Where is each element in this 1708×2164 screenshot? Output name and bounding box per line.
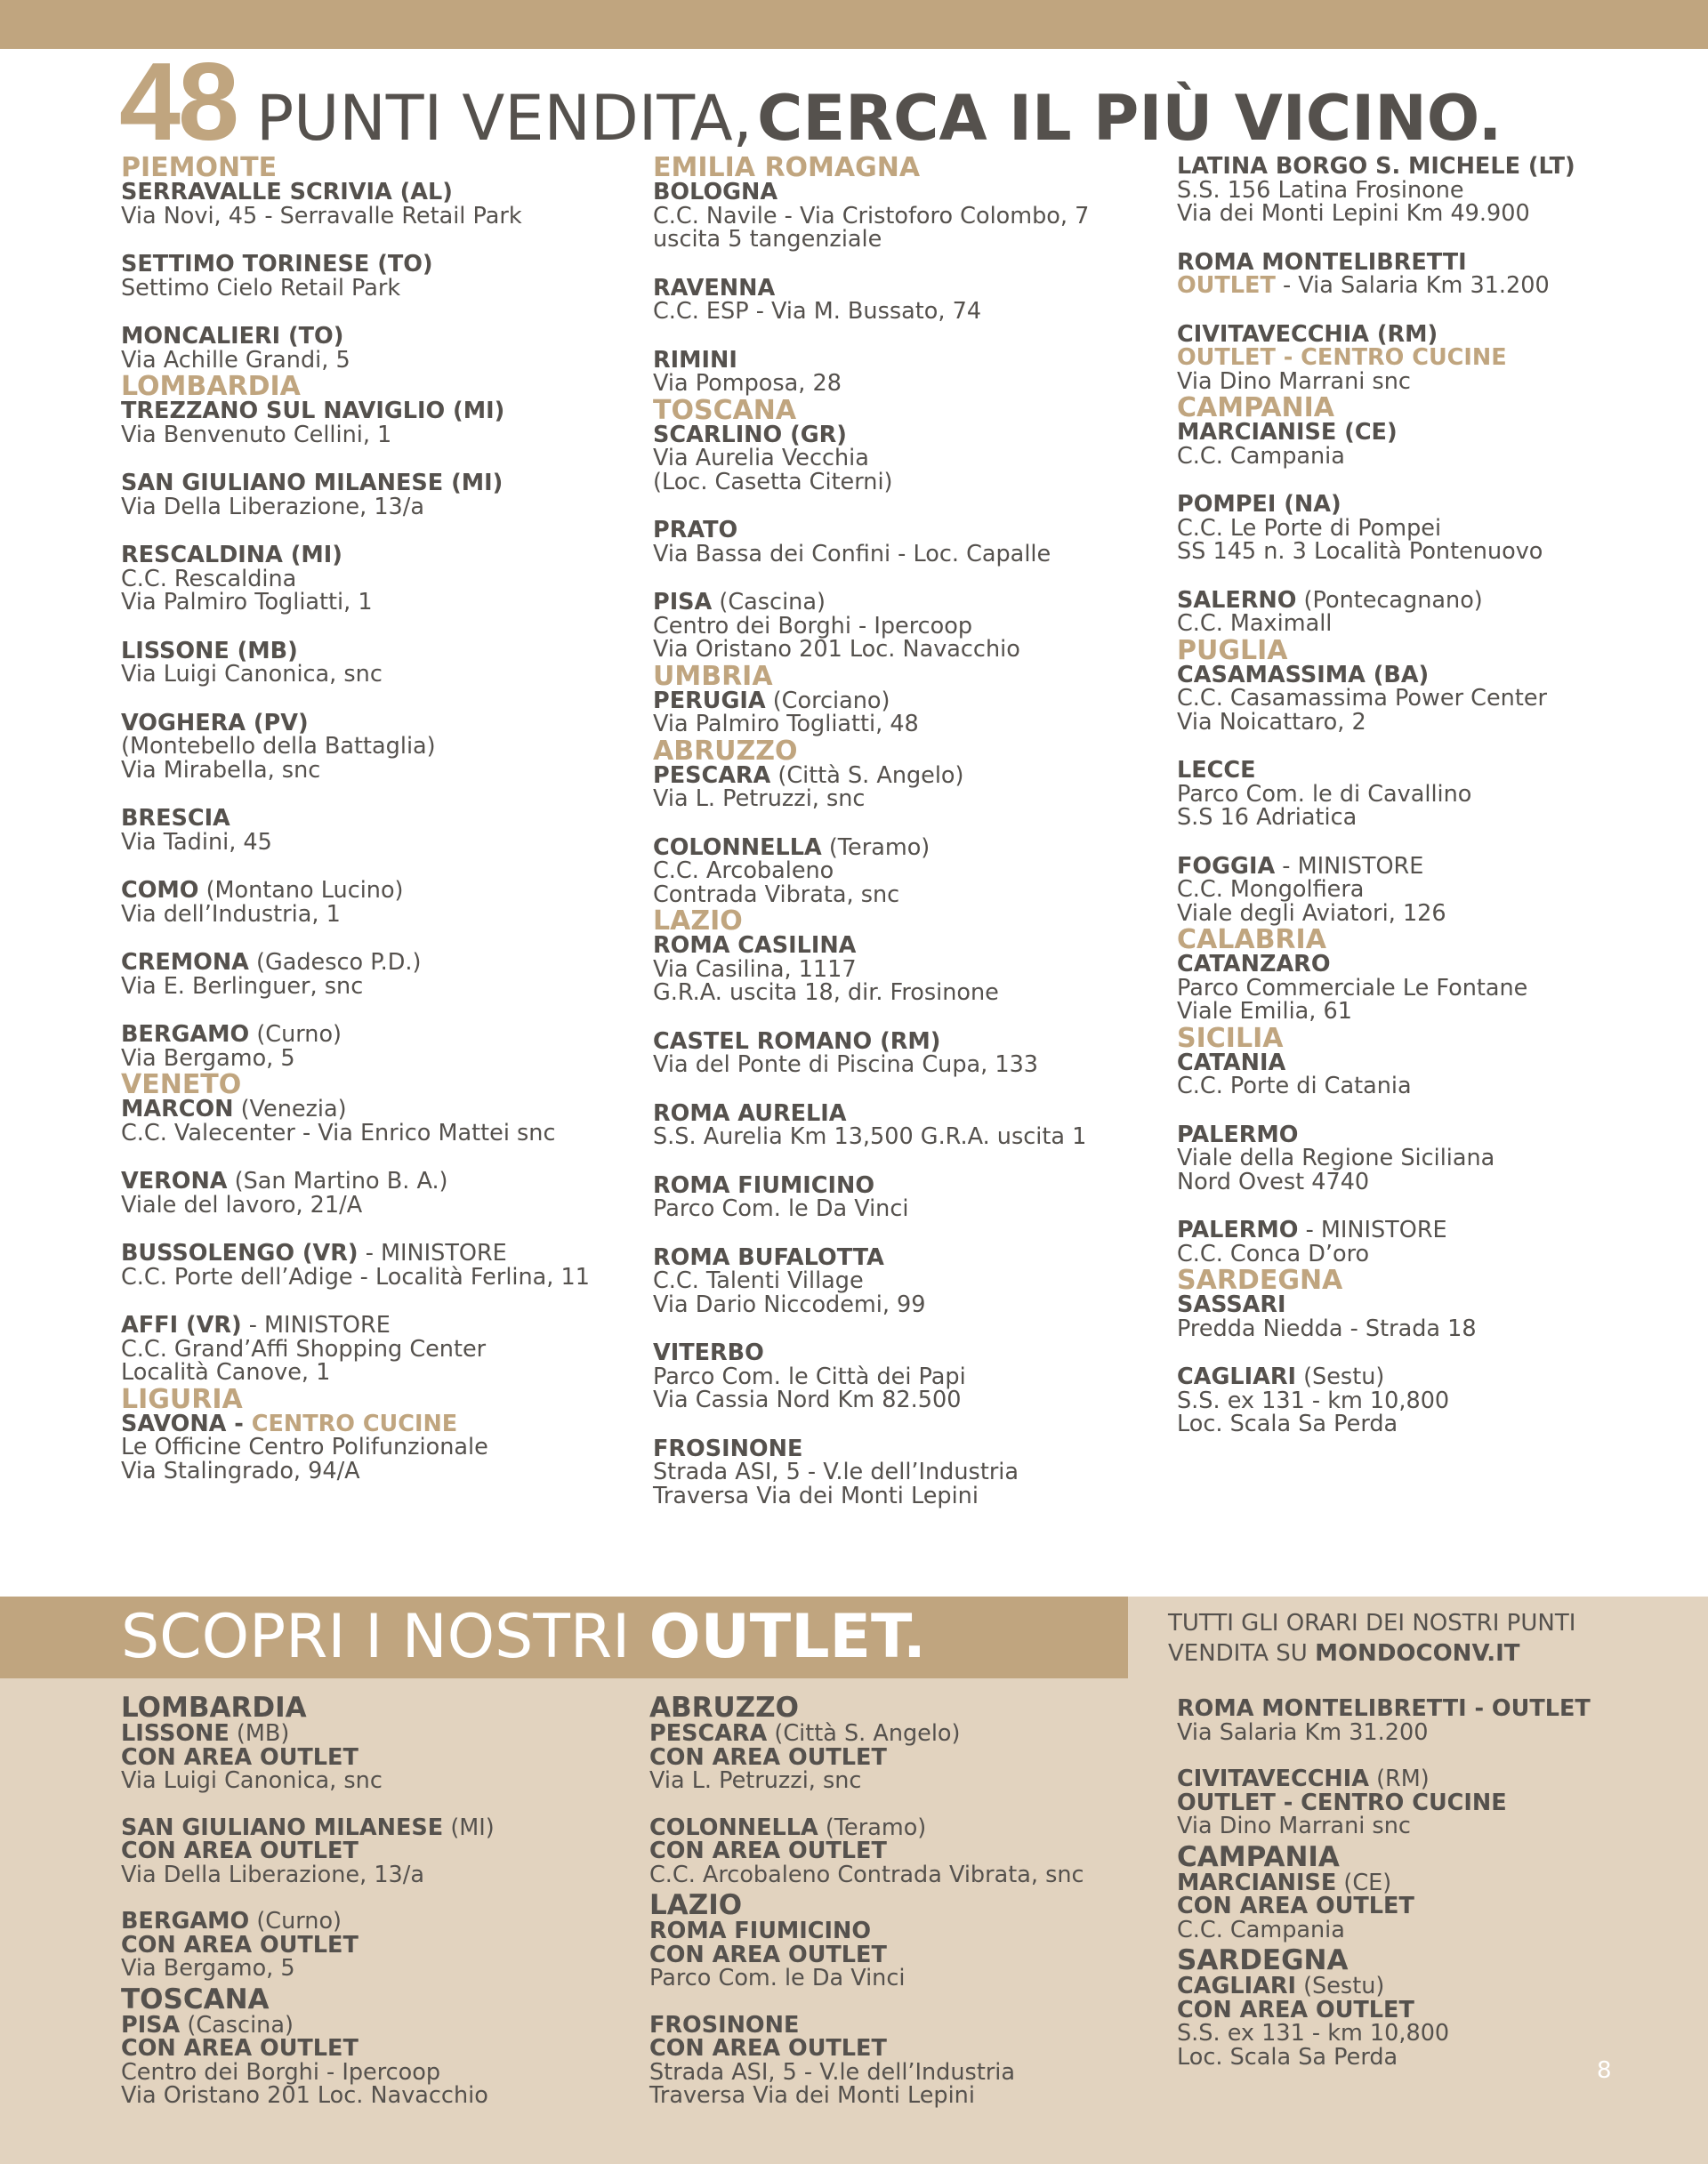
outlet-entry <box>121 1816 637 1887</box>
store-name: CASAMASSIMA (BA) <box>1177 661 1430 688</box>
store-entry <box>121 951 637 998</box>
store-address: Via Achille Grandi, 5 <box>121 346 350 374</box>
outlet-tag: OUTLET - CENTRO CUCINE <box>1177 344 1507 371</box>
store-entry <box>653 1437 1160 1508</box>
store-entry <box>653 346 1160 397</box>
store-name: CAGLIARI <box>1177 1973 1296 1999</box>
store-entry <box>653 1027 1160 1078</box>
store-name: ROMA FIUMICINO <box>649 1918 871 1944</box>
store-entry <box>121 1242 637 1289</box>
outlet-area-label: CON AREA OUTLET <box>649 1941 887 1968</box>
store-name: FOGGIA <box>1177 852 1276 880</box>
outlet-area-label: CON AREA OUTLET <box>1177 1996 1414 2023</box>
store-name: ROMA MONTELIBRETTI <box>1177 248 1467 276</box>
outlet-tag: OUTLET - CENTRO CUCINE <box>1177 1789 1507 1816</box>
store-name: LISSONE <box>121 1720 230 1747</box>
store-address: Via Novi, 45 - Serravalle Retail Park <box>121 202 522 229</box>
store-address: Via E. Berlinguer, snc <box>121 972 364 1000</box>
store-locality: (CE) <box>1343 1869 1392 1896</box>
store-entry <box>653 519 1160 566</box>
store-name: ROMA AURELIA <box>653 1099 847 1127</box>
outlet-area-label: CON AREA OUTLET <box>649 1743 887 1771</box>
store-address: C.C. Casamassima Power Center <box>1177 685 1547 712</box>
store-address: S.S 16 Adriatica <box>1177 804 1358 831</box>
store-name: MARCON <box>121 1096 234 1122</box>
store-address: Nord Ovest 4740 <box>1177 1168 1370 1195</box>
store-name: FROSINONE <box>653 1435 803 1462</box>
store-name: BUSSOLENGO (VR) <box>121 1240 359 1267</box>
store-name: ROMA BUFALOTTA <box>653 1243 884 1271</box>
store-entry <box>1177 1051 1684 1098</box>
region-heading: LOMBARDIA <box>121 371 301 402</box>
store-entry <box>1177 661 1684 736</box>
store-address: Contrada Vibrata, snc <box>653 881 900 908</box>
store-address: Via Della Liberazione, 13/a <box>121 493 425 520</box>
store-address: Via Palmiro Togliatti, 1 <box>121 589 373 615</box>
store-address: S.S. ex 131 - km 10,800 <box>1177 2020 1450 2047</box>
store-address: Via Luigi Canonica, snc <box>121 1767 383 1794</box>
store-entry <box>121 879 637 926</box>
store-address: Via L. Petruzzi, snc <box>649 1767 862 1794</box>
store-address: Via dell’Industria, 1 <box>121 900 341 928</box>
region-heading: PUGLIA <box>1177 634 1288 666</box>
store-address: Parco Com. le Da Vinci <box>649 1965 906 1991</box>
store-address: Centro dei Borghi - Ipercoop <box>121 2058 441 2086</box>
store-type: - MINISTORE <box>365 1240 507 1267</box>
store-entry <box>653 423 1160 495</box>
opening-hours-note <box>1168 1608 1666 1669</box>
store-entry <box>121 807 637 854</box>
store-entry <box>1177 1365 1684 1436</box>
store-name: PISA <box>653 589 713 615</box>
outlet-title-bold: OUTLET. <box>649 1602 926 1672</box>
separator: - <box>226 1410 252 1437</box>
store-name: CAGLIARI <box>1177 1364 1296 1390</box>
store-name: RAVENNA <box>653 274 776 302</box>
store-address: Via Bergamo, 5 <box>121 1955 295 1982</box>
store-address: Via Bergamo, 5 <box>121 1044 295 1072</box>
store-address: Strada ASI, 5 - V.le dell’Industria <box>653 1459 1019 1485</box>
store-name: CATANZARO <box>1177 951 1331 977</box>
store-address: C.C. Valecenter - Via Enrico Mattei snc <box>121 1119 556 1146</box>
store-name: COLONNELLA <box>653 833 822 861</box>
page-title <box>119 39 1503 164</box>
store-entry <box>121 543 637 615</box>
store-address: Via Dino Marrani snc <box>1177 1813 1411 1839</box>
store-address: C.C. Porte di Catania <box>1177 1073 1412 1099</box>
store-name: CREMONA <box>121 949 249 976</box>
store-address: Predda Niedda - Strada 18 <box>1177 1315 1477 1342</box>
store-address: C.C. Rescaldina <box>121 565 297 592</box>
store-name: RESCALDINA (MI) <box>121 542 342 568</box>
store-name: CASTEL ROMANO (RM) <box>653 1027 941 1055</box>
region-heading: CAMPANIA <box>1177 392 1335 423</box>
store-entry <box>121 1314 637 1385</box>
store-entry <box>121 181 637 228</box>
store-name: SETTIMO TORINESE (TO) <box>121 251 433 278</box>
store-entry <box>1177 759 1684 830</box>
store-address: C.C. Le Porte di Pompei <box>1177 514 1442 542</box>
store-entry <box>653 1171 1160 1222</box>
store-address: Via Oristano 201 Loc. Navacchio <box>653 636 1020 663</box>
store-locality: (Curno) <box>256 1908 342 1935</box>
store-address: C.C. Mongolfiera <box>1177 876 1365 903</box>
store-address: Viale Emilia, 61 <box>1177 998 1352 1025</box>
store-column-3 <box>1177 155 1684 1438</box>
title-light: PUNTI VENDITA, <box>255 82 753 155</box>
region-heading: TOSCANA <box>121 1983 270 2015</box>
region-heading: ABRUZZO <box>649 1692 799 1724</box>
store-name: PISA <box>121 2011 181 2039</box>
store-locality: (Città S. Angelo) <box>777 761 964 789</box>
store-name: SERRAVALLE SCRIVIA (AL) <box>121 179 453 205</box>
store-name: PALERMO <box>1177 1121 1299 1148</box>
store-address: Traversa Via dei Monti Lepini <box>653 1482 979 1509</box>
outlet-area-label: CON AREA OUTLET <box>1177 1893 1414 1919</box>
store-name: PESCARA <box>653 761 771 789</box>
outlet-entry <box>649 2011 1165 2109</box>
store-address: Le Officine Centro Polifunzionale <box>121 1434 488 1460</box>
store-entry <box>121 1023 637 1070</box>
store-name: RIMINI <box>653 346 737 374</box>
outlet-entry <box>121 2011 637 2109</box>
store-entry <box>121 471 637 519</box>
store-name: PALERMO <box>1177 1217 1299 1243</box>
store-name: VOGHERA (PV) <box>121 709 309 736</box>
store-entry <box>653 833 1160 908</box>
outlet-area-label: CON AREA OUTLET <box>121 1743 359 1771</box>
outlet-entry <box>121 1722 637 1793</box>
store-name: TREZZANO SUL NAVIGLIO (MI) <box>121 398 505 424</box>
outlet-entry <box>649 1919 1165 1991</box>
page-number: 8 <box>1597 2057 1612 2084</box>
store-name: LATINA BORGO S. MICHELE (LT) <box>1177 153 1575 180</box>
store-address: C.C. Grand’Affi Shopping Center <box>121 1335 487 1363</box>
outlet-title <box>121 1602 926 1672</box>
store-name: CATANIA <box>1177 1049 1286 1076</box>
outlet-entry <box>121 1910 637 1981</box>
store-entry <box>1177 248 1684 299</box>
region-heading: TOSCANA <box>653 394 797 426</box>
store-address: Strada ASI, 5 - V.le dell’Industria <box>649 2058 1016 2086</box>
outlet-entry <box>1177 1871 1684 1943</box>
store-name: BOLOGNA <box>653 179 778 205</box>
store-name: FROSINONE <box>649 2011 800 2039</box>
store-locality: (Pontecagnano) <box>1303 586 1483 614</box>
store-address: Parco Com. le di Cavallino <box>1177 780 1472 808</box>
store-locality: (Teramo) <box>828 833 931 861</box>
store-address: Via Cassia Nord Km 82.500 <box>653 1387 962 1413</box>
store-locality: (Venezia) <box>240 1096 347 1122</box>
store-entry <box>1177 586 1684 637</box>
store-address: (Loc. Casetta Citerni) <box>653 468 893 495</box>
store-type: - MINISTORE <box>248 1312 391 1339</box>
region-heading: SARDEGNA <box>1177 1944 1349 1976</box>
title-bold: CERCA IL PIÙ VICINO. <box>756 82 1503 155</box>
store-name: BERGAMO <box>121 1908 250 1935</box>
store-address: Settimo Cielo Retail Park <box>121 274 401 302</box>
store-name: ROMA MONTELIBRETTI - OUTLET <box>1177 1695 1591 1722</box>
store-entry <box>653 1243 1160 1318</box>
region-heading: UMBRIA <box>653 660 773 692</box>
store-name: VITERBO <box>653 1339 764 1366</box>
store-entry <box>121 709 637 784</box>
store-locality: (Sestu) <box>1303 1973 1385 1999</box>
store-name: COLONNELLA <box>649 1814 818 1841</box>
hours-prefix: VENDITA SU <box>1168 1640 1316 1667</box>
store-locality: (Sestu) <box>1303 1364 1385 1390</box>
store-name: LISSONE (MB) <box>121 637 298 664</box>
store-name: MARCIANISE (CE) <box>1177 419 1398 446</box>
store-column-2 <box>653 153 1160 1509</box>
store-entry <box>1177 1219 1684 1266</box>
store-address: Viale della Regione Siciliana <box>1177 1145 1495 1171</box>
store-locality: (Curno) <box>256 1021 342 1048</box>
store-address: Via Bassa dei Confini - Loc. Capalle <box>653 540 1051 567</box>
store-address: Via L. Petruzzi, snc <box>653 785 866 812</box>
store-address: Via Benvenuto Cellini, 1 <box>121 421 392 448</box>
store-address: Loc. Scala Sa Perda <box>1177 1411 1398 1437</box>
store-column-1 <box>121 153 637 1508</box>
store-name: CIVITAVECCHIA <box>1177 1766 1369 1792</box>
store-name: LECCE <box>1177 757 1256 784</box>
store-address: Via Salaria Km 31.200 <box>1177 1718 1429 1746</box>
store-entry <box>121 637 637 688</box>
region-heading: LOMBARDIA <box>121 1692 307 1724</box>
outlet-entry <box>1177 1697 1684 1744</box>
outlet-area-label: CON AREA OUTLET <box>649 2035 887 2062</box>
store-locality: (Teramo) <box>825 1814 927 1841</box>
store-locality: (Cascina) <box>719 589 826 615</box>
outlet-title-light: SCOPRI I NOSTRI <box>121 1602 649 1672</box>
store-entry <box>653 1341 1160 1412</box>
store-address: Via Noicattaro, 2 <box>1177 708 1366 736</box>
store-name: AFFI (VR) <box>121 1312 242 1339</box>
store-count: 48 <box>119 41 237 164</box>
outlet-area-label: CON AREA OUTLET <box>121 1931 359 1959</box>
store-name: SAVONA <box>121 1410 227 1437</box>
store-address: Via Mirabella, snc <box>121 756 321 784</box>
store-locality: (MI) <box>450 1814 495 1841</box>
store-name: SAN GIULIANO MILANESE (MI) <box>121 470 504 496</box>
store-address: C.C. Conca D’oro <box>1177 1240 1370 1267</box>
store-address: uscita 5 tangenziale <box>653 226 882 253</box>
outlet-tag: OUTLET <box>1177 272 1276 299</box>
outlet-entry <box>1177 1767 1684 1838</box>
store-entry <box>653 934 1160 1005</box>
store-address: Via Dino Marrani snc <box>1177 367 1411 395</box>
store-entry <box>1177 1293 1684 1340</box>
store-type: - MINISTORE <box>1282 852 1424 880</box>
outlet-column-1 <box>121 1694 637 2131</box>
outlet-entry <box>1177 1975 1684 2069</box>
store-address: Viale del lavoro, 21/A <box>121 1191 363 1219</box>
store-entry <box>121 1412 637 1484</box>
store-entry <box>653 181 1160 252</box>
store-address: Parco Com. le Città dei Papi <box>653 1363 966 1390</box>
store-name: SCARLINO (GR) <box>653 421 847 448</box>
store-name: BRESCIA <box>121 805 230 832</box>
store-address: C.C. ESP - Via M. Bussato, 74 <box>653 298 982 325</box>
store-name: COMO <box>121 877 199 904</box>
store-address: Viale degli Aviatori, 126 <box>1177 899 1446 927</box>
store-locality: (RM) <box>1376 1766 1430 1792</box>
store-entry <box>121 1170 637 1217</box>
region-heading: SARDEGNA <box>1177 1265 1343 1296</box>
store-locality: (San Martino B. A.) <box>234 1168 448 1195</box>
store-address: C.C. Campania <box>1177 1916 1345 1943</box>
store-address: Parco Commerciale Le Fontane <box>1177 974 1528 1002</box>
outlet-column-3 <box>1177 1697 1684 2092</box>
outlet-area-label: CON AREA OUTLET <box>649 1838 887 1864</box>
region-heading: EMILIA ROMAGNA <box>653 152 921 183</box>
store-entry <box>653 1099 1160 1150</box>
store-name: PESCARA <box>649 1720 768 1747</box>
store-entry <box>121 399 637 446</box>
store-entry <box>1177 421 1684 468</box>
store-entry <box>121 253 637 300</box>
region-heading: LAZIO <box>653 905 743 937</box>
store-address: Via Oristano 201 Loc. Navacchio <box>121 2082 488 2109</box>
region-heading: CALABRIA <box>1177 924 1326 955</box>
store-address: C.C. Campania <box>1177 442 1345 470</box>
store-name: SALERNO <box>1177 586 1297 614</box>
store-address: C.C. Navile - Via Cristoforo Colombo, 7 <box>653 202 1090 229</box>
store-entry <box>653 689 1160 736</box>
store-address: G.R.A. uscita 18, dir. Frosinone <box>653 979 999 1006</box>
store-address: (Montebello della Battaglia) <box>121 733 436 760</box>
store-address: Via dei Monti Lepini Km 49.900 <box>1177 200 1530 227</box>
store-entry <box>121 1098 637 1145</box>
store-name: VERONA <box>121 1168 228 1195</box>
store-locality: (Gadesco P.D.) <box>256 949 422 976</box>
store-locality: (Corciano) <box>772 687 890 714</box>
store-entry <box>1177 1123 1684 1195</box>
store-entry <box>121 325 637 372</box>
store-address: Loc. Scala Sa Perda <box>1177 2043 1398 2071</box>
store-name: MONCALIERI (TO) <box>121 323 344 350</box>
store-address: C.C. Arcobaleno <box>653 857 834 884</box>
store-address: C.C. Porte dell’Adige - Località Ferlina, 11 <box>121 1263 590 1291</box>
store-address: Via Stalingrado, 94/A <box>121 1457 360 1484</box>
store-type: - MINISTORE <box>1305 1217 1447 1243</box>
outlet-entry <box>649 1816 1165 1887</box>
store-name: ROMA FIUMICINO <box>653 1171 874 1199</box>
store-name: MARCIANISE <box>1177 1869 1337 1896</box>
store-name: PRATO <box>653 517 738 543</box>
region-heading: PIEMONTE <box>121 152 278 183</box>
outlet-area-label: CON AREA OUTLET <box>121 2035 359 2062</box>
store-type: CENTRO CUCINE <box>251 1410 458 1437</box>
store-entry <box>1177 320 1684 395</box>
store-address: Via Casilina, 1117 <box>653 955 857 983</box>
store-name: SAN GIULIANO MILANESE <box>121 1814 444 1841</box>
region-heading: LIGURIA <box>121 1383 243 1415</box>
store-entry <box>1177 953 1684 1024</box>
store-address: Parco Com. le Da Vinci <box>653 1195 909 1222</box>
region-heading: LAZIO <box>649 1889 743 1921</box>
store-locality: (Montano Lucino) <box>205 877 404 904</box>
store-address: Via del Ponte di Piscina Cupa, 133 <box>653 1051 1039 1078</box>
store-address: S.S. 156 Latina Frosinone <box>1177 176 1464 204</box>
store-address: Via Aurelia Vecchia <box>653 445 869 471</box>
store-address: Via Luigi Canonica, snc <box>121 661 383 688</box>
website-link[interactable]: MONDOCONV.IT <box>1315 1640 1520 1667</box>
store-address: Via Della Liberazione, 13/a <box>121 1861 425 1888</box>
store-address: C.C. Arcobaleno Contrada Vibrata, snc <box>649 1861 1084 1888</box>
store-address: SS 145 n. 3 Località Pontenuovo <box>1177 538 1543 565</box>
region-heading: VENETO <box>121 1069 242 1100</box>
outlet-entry <box>649 1722 1165 1793</box>
store-name: POMPEI (NA) <box>1177 491 1341 518</box>
store-entry <box>1177 155 1684 226</box>
store-locality: (MB) <box>236 1720 290 1747</box>
store-name: CIVITAVECCHIA (RM) <box>1177 320 1438 348</box>
store-address: Via Pomposa, 28 <box>653 370 842 397</box>
store-entry <box>653 591 1160 662</box>
store-entry <box>1177 493 1684 564</box>
region-heading: CAMPANIA <box>1177 1840 1340 1873</box>
outlet-column-2 <box>649 1694 1165 2131</box>
store-name: BERGAMO <box>121 1021 250 1048</box>
hours-line: TUTTI GLI ORARI DEI NOSTRI PUNTI <box>1168 1610 1576 1637</box>
store-name: PERUGIA <box>653 687 766 714</box>
store-entry <box>1177 852 1684 927</box>
store-entry <box>653 761 1160 812</box>
store-address: Via Palmiro Togliatti, 48 <box>653 711 919 737</box>
store-address: S.S. ex 131 - km 10,800 <box>1177 1387 1450 1414</box>
store-address: Via Tadini, 45 <box>121 828 272 856</box>
store-name: SASSARI <box>1177 1291 1286 1318</box>
store-address: C.C. Talenti Village <box>653 1267 864 1294</box>
store-entry <box>653 274 1160 325</box>
store-address: - Via Salaria Km 31.200 <box>1275 272 1550 299</box>
region-heading: SICILIA <box>1177 1022 1284 1054</box>
store-address: Località Canove, 1 <box>121 1359 331 1386</box>
outlet-area-label: CON AREA OUTLET <box>121 1838 359 1864</box>
region-heading: ABRUZZO <box>653 735 798 767</box>
store-address: Traversa Via dei Monti Lepini <box>649 2082 975 2109</box>
store-locality: (Cascina) <box>187 2011 294 2039</box>
store-address: C.C. Maximall <box>1177 610 1333 637</box>
store-address: Centro dei Borghi - Ipercoop <box>653 612 973 640</box>
store-locality: (Città S. Angelo) <box>774 1720 961 1747</box>
store-address: S.S. Aurelia Km 13,500 G.R.A. uscita 1 <box>653 1123 1087 1150</box>
store-address: Via Dario Niccodemi, 99 <box>653 1291 926 1318</box>
store-name: ROMA CASILINA <box>653 932 857 959</box>
